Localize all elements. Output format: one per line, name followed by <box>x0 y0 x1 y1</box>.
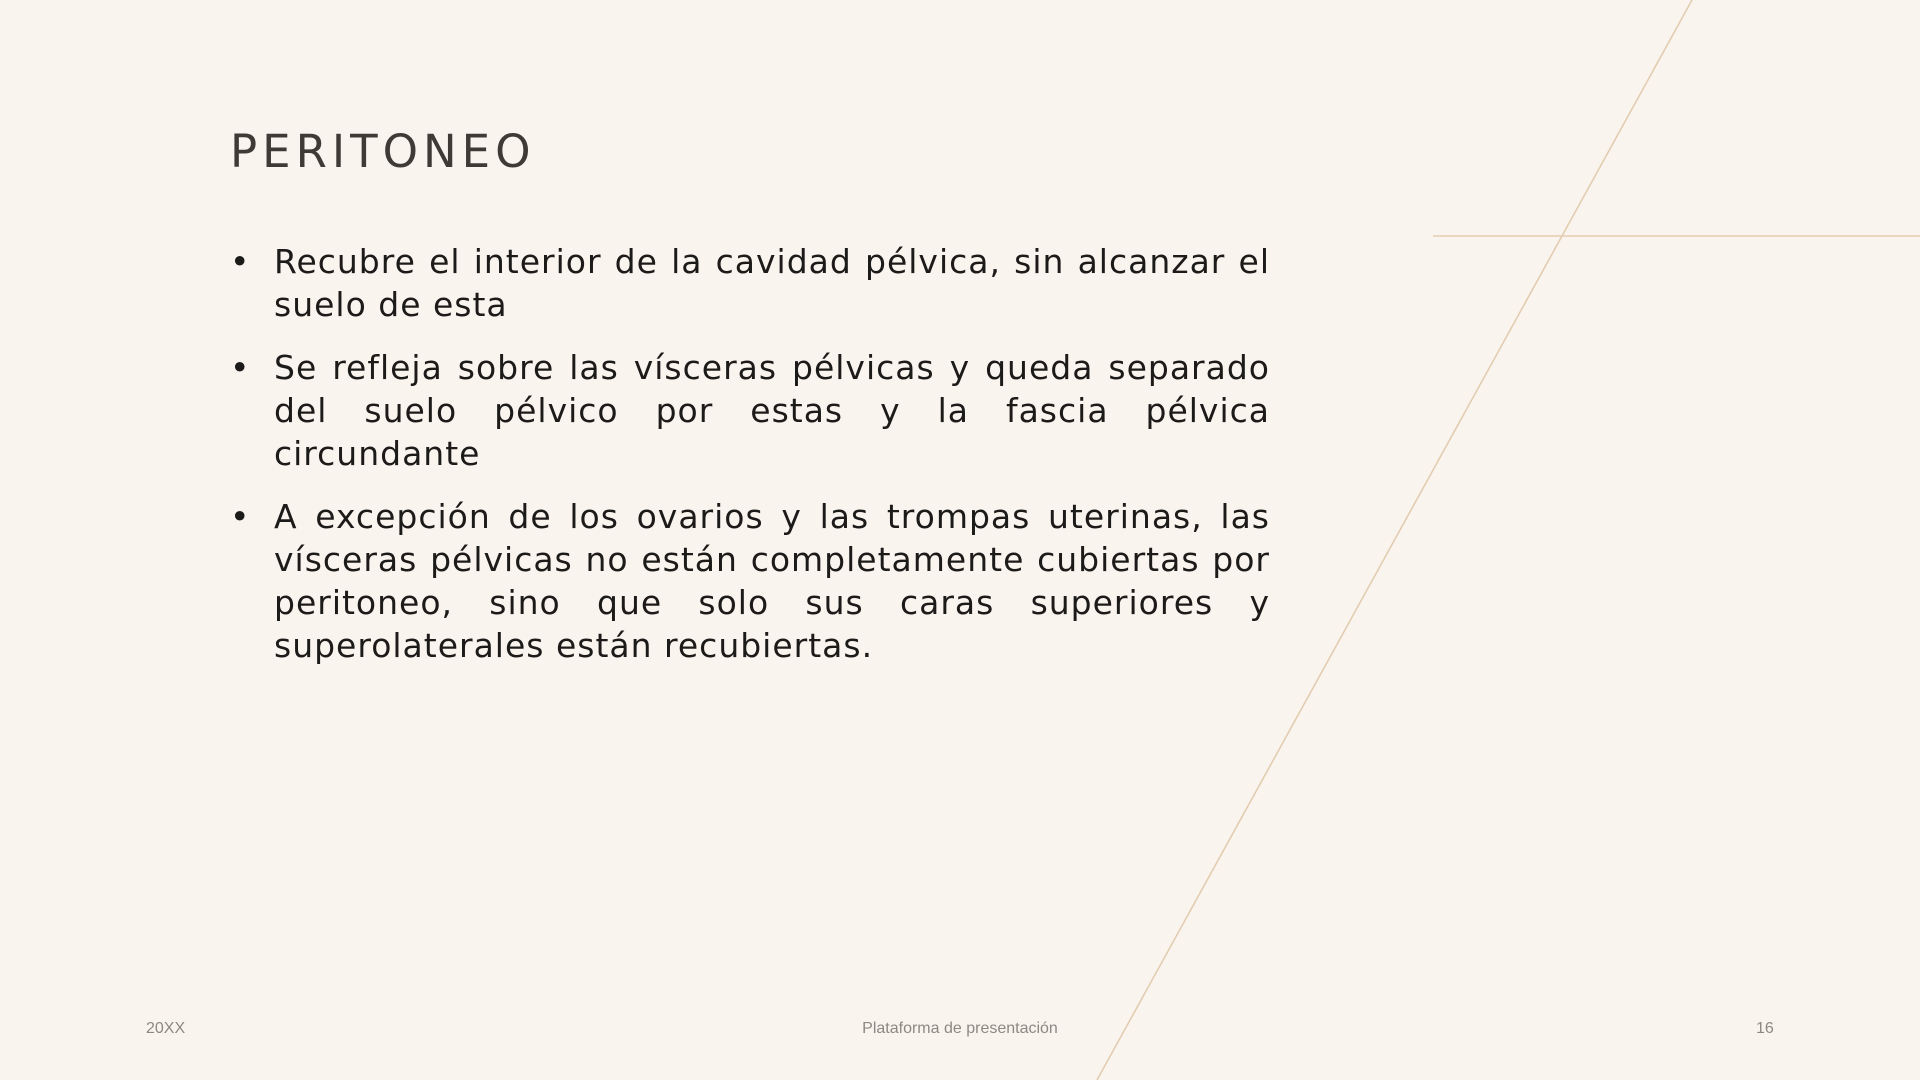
footer-presentation-label: Plataforma de presentación <box>862 1020 1058 1037</box>
bullet-item <box>230 240 1270 326</box>
bullet-list <box>230 240 1270 687</box>
bullet-dot-icon: • <box>230 348 251 387</box>
slide-title: PERITONEO <box>230 125 536 178</box>
bullet-item <box>230 346 1270 475</box>
bullet-dot-icon: • <box>230 242 251 281</box>
bullet-item <box>230 495 1270 667</box>
footer-date: 20XX <box>146 1020 186 1037</box>
bullet-text: Recubre el interior de la cavidad pélvica, sin alcanzar el suelo de esta <box>274 242 1270 324</box>
bullet-text: A excepción de los ovarios y las trompas uterinas, las vísceras pélvicas no están completamente cubiertas por peritoneo, sino que solo sus caras superiores y superolaterales están recubiertas. <box>274 497 1270 665</box>
bullet-text: Se refleja sobre las vísceras pélvicas y queda separado del suelo pélvico por estas y la fascia pélvica circundante <box>274 348 1270 473</box>
footer-page-number: 16 <box>1756 1020 1774 1037</box>
bullet-dot-icon: • <box>230 497 251 536</box>
